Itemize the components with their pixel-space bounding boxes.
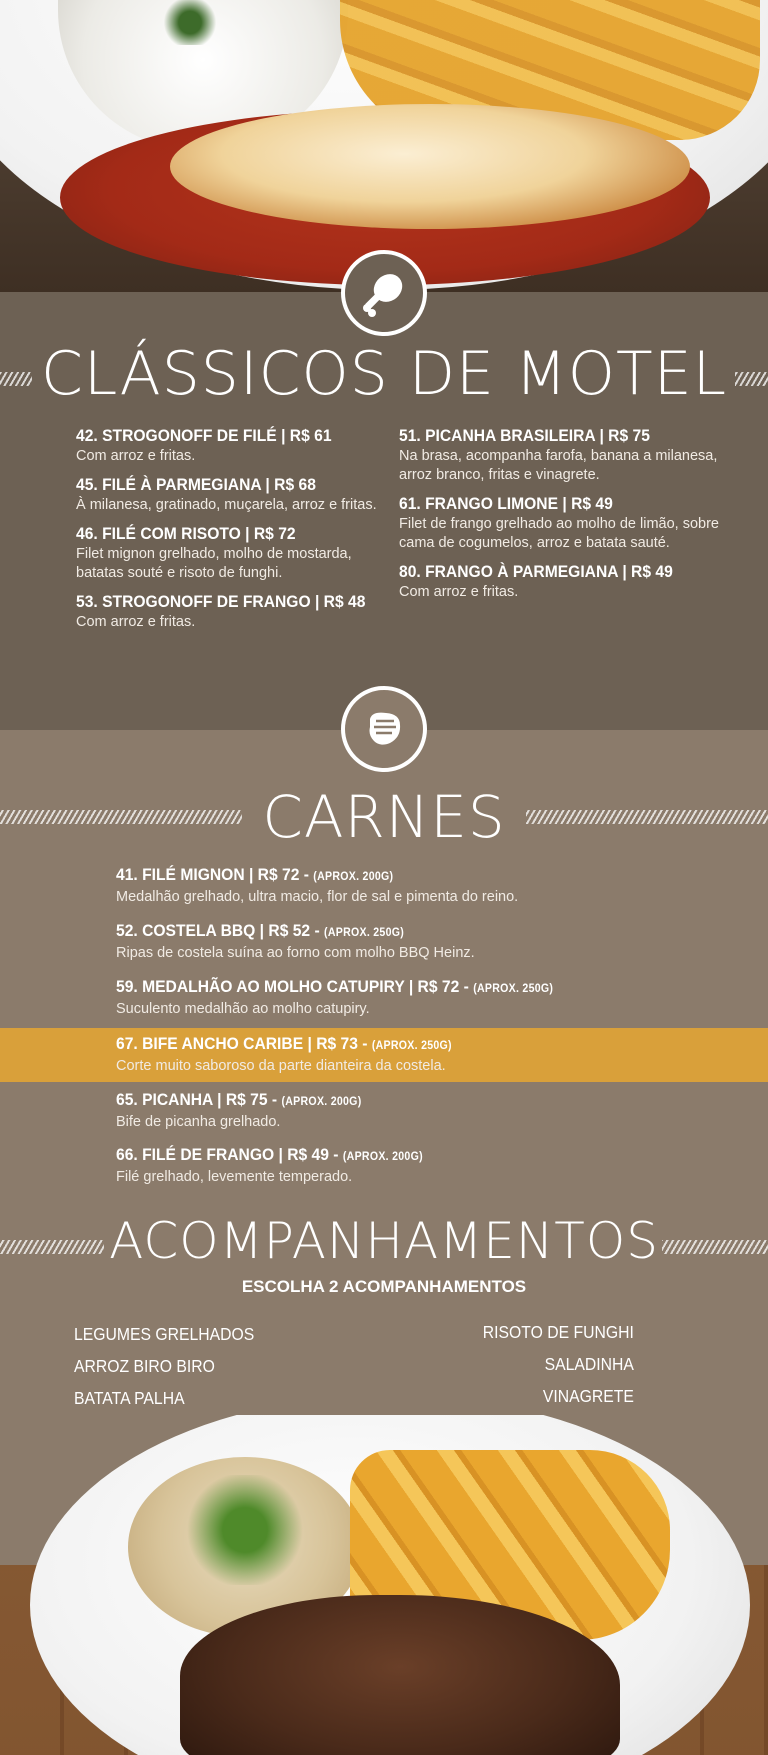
classicos-left-column (76, 425, 386, 640)
bottom-food-photo (0, 1415, 768, 1755)
list-item: SALADINHA (544, 1354, 634, 1374)
top-food-photo (0, 0, 768, 292)
menu-item: 41. FILÉ MIGNON | R$ 72 - (APROX. 200G) Medalhão grelhado, ultra macio, flor de sal e pimenta do reino. (116, 865, 519, 905)
classicos-right-column (399, 425, 719, 610)
section-title-carnes: CARNES (262, 783, 506, 851)
herb-garnish (160, 0, 220, 45)
menu-item: 66. FILÉ DE FRANGO | R$ 49 - (APROX. 200G) Filé grelhado, levemente temperado. (116, 1145, 423, 1185)
list-item: RISOTO DE FUNGHI (482, 1322, 634, 1342)
section-title-acompanhamentos: ACOMPANHAMENTOS (109, 1212, 659, 1270)
list-item: LEGUMES GRELHADOS (74, 1324, 255, 1344)
green-onion-garnish (175, 1475, 315, 1585)
menu-item: 53. STROGONOFF DE FRANGO | R$ 48 Com arroz e fritas. (76, 592, 366, 630)
chicken-leg-icon (341, 250, 427, 336)
section-title-classicos: CLÁSSICOS DE MOTEL (40, 339, 728, 409)
menu-item: 61. FRANGO LIMONE | R$ 49 Filet de frango grelhado ao molho de limão, sobre cama de cogumelos, arroz e batata sauté. (399, 494, 719, 551)
list-item: VINAGRETE (542, 1386, 634, 1406)
menu-item: 42. STROGONOFF DE FILÉ | R$ 61 Com arroz e fritas. (76, 426, 332, 464)
menu-item: 59. MEDALHÃO AO MOLHO CATUPIRY | R$ 72 - (APROX. 250G) Suculento medalhão ao molho catupiry. (116, 977, 554, 1017)
list-item: BATATA PALHA (74, 1388, 185, 1408)
parmegiana-cheese (170, 104, 690, 229)
menu-item: 51. PICANHA BRASILEIRA | R$ 75 Na brasa, acompanha farofa, banana a milanesa, arroz branco, fritas e vinagrete. (399, 426, 718, 483)
steak-icon (341, 686, 427, 772)
menu-item: 65. PICANHA | R$ 75 - (APROX. 200G) Bife de picanha grelhado. (116, 1090, 362, 1130)
list-item: ARROZ BIRO BIRO (74, 1356, 215, 1376)
menu-item: 52. COSTELA BBQ | R$ 52 - (APROX. 250G) Ripas de costela suína ao forno com molho BBQ Heinz. (116, 921, 475, 961)
menu-item: 80. FRANGO À PARMEGIANA | R$ 49 Com arroz e fritas. (399, 562, 673, 600)
menu-item: 45. FILÉ À PARMEGIANA | R$ 68 À milanesa, gratinado, muçarela, arroz e fritas. (76, 475, 377, 513)
acompanhamentos-subtitle: ESCOLHA 2 ACOMPANHAMENTOS (241, 1277, 527, 1296)
menu-item: 46. FILÉ COM RISOTO | R$ 72 Filet mignon grelhado, molho de mostarda, batatas souté e risoto de funghi. (76, 524, 352, 581)
menu-item-highlighted: 67. BIFE ANCHO CARIBE | R$ 73 - (APROX. 250G) Corte muito saboroso da parte dianteira da costela. (0, 1028, 768, 1082)
